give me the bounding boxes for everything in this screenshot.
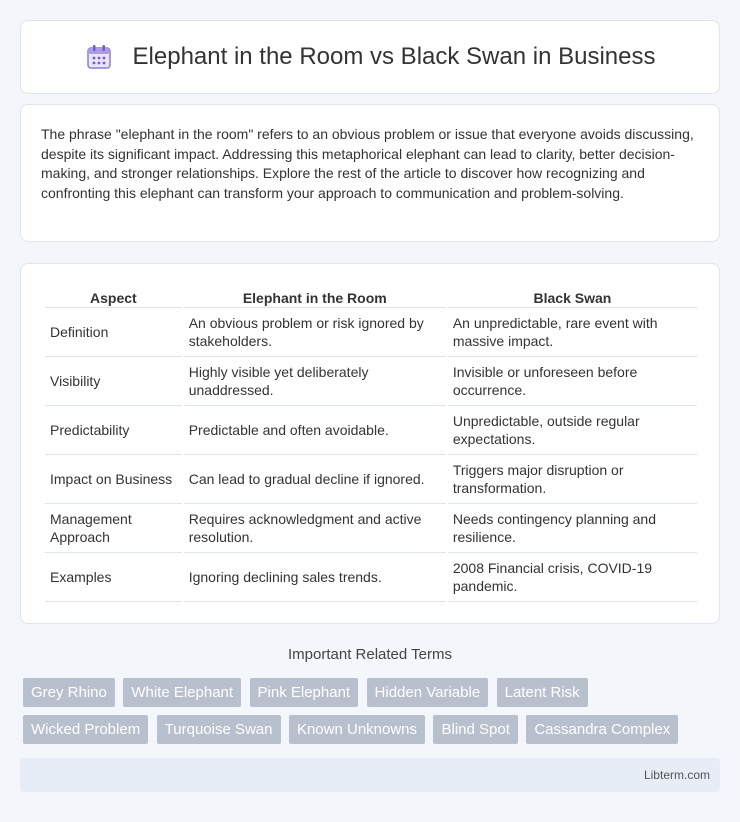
related-term-tag[interactable]: Grey Rhino — [23, 678, 115, 707]
table-row — [45, 308, 697, 357]
intro-card — [20, 104, 720, 242]
cell-elephant: Can lead to gradual decline if ignored. — [184, 455, 446, 504]
cell-swan: Needs contingency planning and resilience. — [448, 504, 697, 553]
comparison-table — [43, 284, 699, 602]
related-terms-list — [23, 678, 723, 752]
cell-swan: Unpredictable, outside regular expectations. — [448, 406, 697, 455]
footer — [20, 758, 720, 792]
cell-aspect: Management Approach — [45, 504, 182, 553]
table-row — [45, 406, 697, 455]
related-term-tag[interactable]: Cassandra Complex — [526, 715, 678, 744]
table-row — [45, 455, 697, 504]
related-term-tag[interactable]: Wicked Problem — [23, 715, 148, 744]
related-term-tag[interactable]: Pink Elephant — [250, 678, 359, 707]
cell-aspect: Definition — [45, 308, 182, 357]
related-term-tag[interactable]: Known Unknowns — [289, 715, 425, 744]
header-elephant: Elephant in the Room — [184, 284, 446, 308]
cell-swan: An unpredictable, rare event with massive impact. — [448, 308, 697, 357]
related-term-tag[interactable]: Turquoise Swan — [157, 715, 281, 744]
calendar-icon — [85, 43, 113, 71]
cell-swan: 2008 Financial crisis, COVID-19 pandemic. — [448, 553, 697, 602]
cell-aspect: Visibility — [45, 357, 182, 406]
cell-swan: Invisible or unforeseen before occurrence. — [448, 357, 697, 406]
related-terms-title: Important Related Terms — [288, 646, 452, 663]
related-term-tag[interactable]: Latent Risk — [497, 678, 588, 707]
cell-elephant: An obvious problem or risk ignored by stakeholders. — [184, 308, 446, 357]
cell-elephant: Ignoring declining sales trends. — [184, 553, 446, 602]
cell-aspect: Examples — [45, 553, 182, 602]
table-header-row — [45, 284, 697, 308]
footer-brand-link[interactable]: Libterm.com — [643, 768, 710, 782]
cell-swan: Triggers major disruption or transformation. — [448, 455, 697, 504]
header-swan: Black Swan — [448, 284, 697, 308]
related-term-tag[interactable]: Hidden Variable — [367, 678, 489, 707]
intro-text: The phrase "elephant in the room" refers to an obvious problem or issue that everyone avoids discussing, despite its significant impact. Addressing this metaphorical elephant can lead to clarity, better decision-making, and stronger relationships. Explore the rest of the article to discover how recognizing and confronting this elephant can transform your approach to communication and problem-solving. — [41, 126, 694, 201]
comparison-table-card — [20, 263, 720, 624]
related-term-tag[interactable]: Blind Spot — [433, 715, 517, 744]
table-row — [45, 357, 697, 406]
cell-aspect: Predictability — [45, 406, 182, 455]
cell-elephant: Requires acknowledgment and active resolution. — [184, 504, 446, 553]
table-row — [45, 553, 697, 602]
header-aspect: Aspect — [45, 284, 182, 308]
cell-aspect: Impact on Business — [45, 455, 182, 504]
related-term-tag[interactable]: White Elephant — [123, 678, 241, 707]
table-row — [45, 504, 697, 553]
cell-elephant: Predictable and often avoidable. — [184, 406, 446, 455]
page-title: Elephant in the Room vs Black Swan in Business — [132, 43, 656, 70]
header-card — [20, 20, 720, 94]
cell-elephant: Highly visible yet deliberately unaddressed. — [184, 357, 446, 406]
